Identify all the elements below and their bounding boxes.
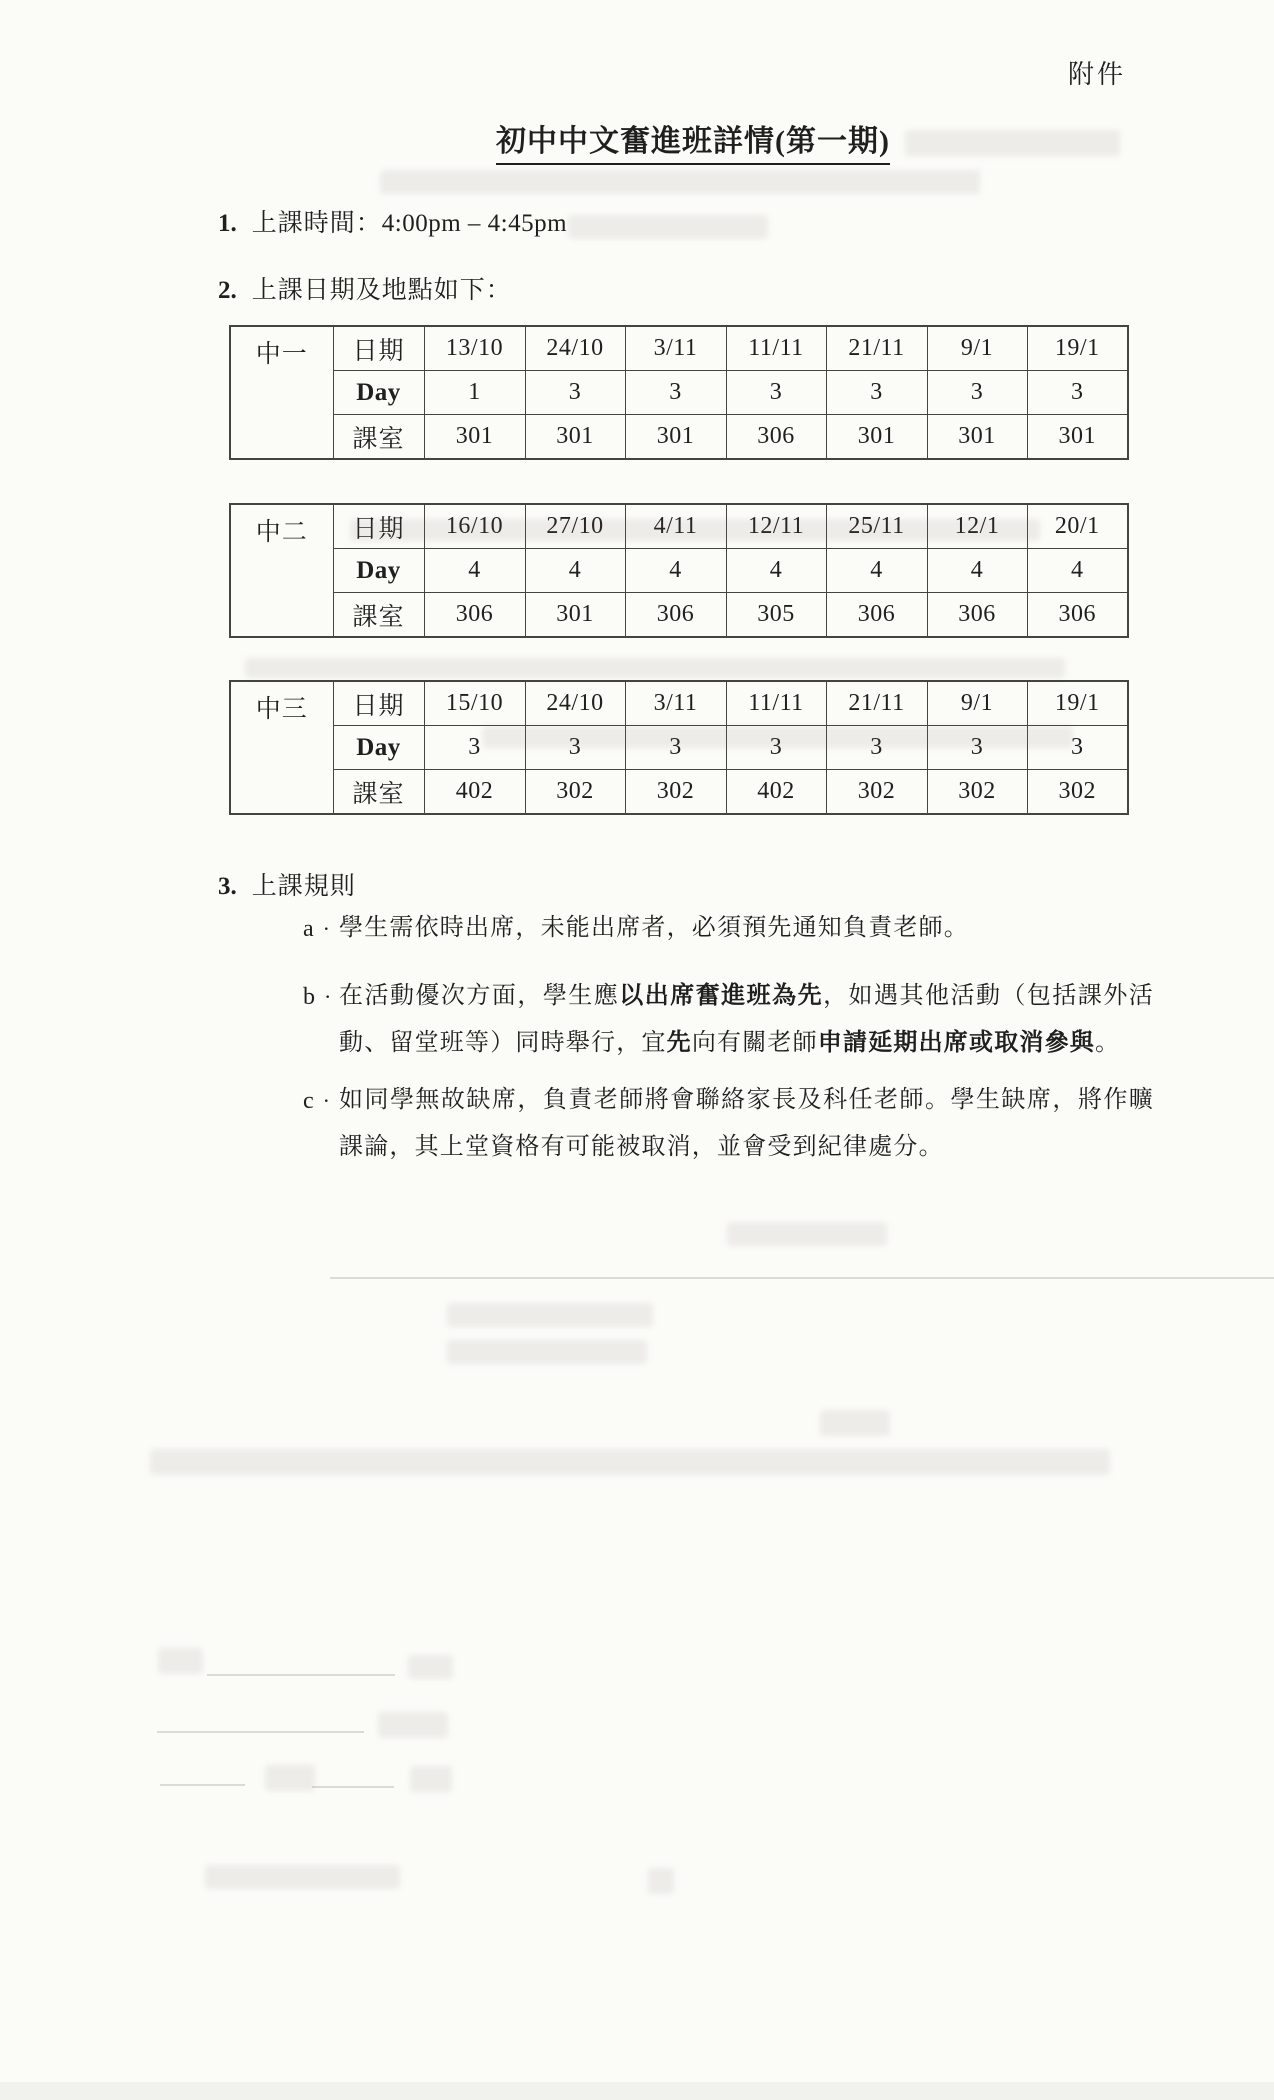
schedule-cell: 305 [726,593,826,638]
bleed-through-mark [158,1648,203,1674]
grade-label: 中二 [230,504,333,637]
schedule-cell: 302 [525,770,625,815]
schedule-cell: 402 [424,770,525,815]
bleed-through-mark [245,658,1065,678]
schedule-cell: 12/11 [726,504,826,549]
bleed-through-mark [905,130,1120,156]
schedule-cell: 3 [1027,371,1128,415]
schedule-cell: 13/10 [424,326,525,371]
bleed-through-mark [410,1766,452,1792]
bleed-through-mark [150,1449,1110,1475]
schedule-cell: 4 [826,549,927,593]
rule-item-a [303,905,1154,952]
bleed-through-mark [378,1712,448,1738]
schedule-cell: 3/11 [625,681,726,726]
row-header: 日期 [333,681,424,726]
bleed-through-line [207,1674,395,1676]
section-class-time [218,203,567,239]
row-header: 課室 [333,415,424,460]
bleed-through-mark [820,1410,890,1436]
schedule-cell: 4 [525,549,625,593]
schedule-cell: 15/10 [424,681,525,726]
rule-item-c [303,1077,1154,1171]
rule-item-b [303,973,1154,1067]
section-number: 1. [218,210,237,237]
schedule-cell: 301 [525,593,625,638]
schedule-cell: 301 [625,415,726,460]
schedule-cell: 301 [525,415,625,460]
schedule-cell: 4/11 [625,504,726,549]
rule-text: 如同學無故缺席，負責老師將會聯絡家長及科任老師。學生缺席，將作曠課論，其上堂資格有可能被取消，並會受到紀律處分。 [339,1087,1154,1160]
schedule-cell: 24/10 [525,326,625,371]
schedule-cell: 3 [525,371,625,415]
schedule-cell: 4 [1027,549,1128,593]
schedule-cell: 19/1 [1027,681,1128,726]
row-header: 課室 [333,770,424,815]
schedule-cell: 306 [726,415,826,460]
page-title: 初中中文奮進班詳情(第一期) [496,116,890,165]
bleed-through-mark [568,215,768,239]
schedule-cell: 4 [625,549,726,593]
bleed-through-line [160,1784,245,1786]
row-header: Day [333,371,424,415]
schedule-cell: 27/10 [525,504,625,549]
bleed-through-mark [265,1765,315,1791]
bleed-through-mark [727,1222,887,1246]
rule-text: 學生需依時出席，未能出席者，必須預先通知負責老師。 [339,915,969,941]
bleed-through-mark [447,1303,653,1327]
table-row [230,681,1128,726]
schedule-cell: 20/1 [1027,504,1128,549]
schedule-cell: 3 [826,726,927,770]
schedule-cell: 306 [625,593,726,638]
row-header: Day [333,726,424,770]
bleed-through-mark [447,1340,647,1364]
schedule-cell: 21/11 [826,681,927,726]
schedule-cell: 9/1 [927,681,1027,726]
schedule-cell: 3 [625,726,726,770]
schedule-cell: 306 [1027,593,1128,638]
rule-letter: a · [303,916,330,942]
schedule-cell: 11/11 [726,326,826,371]
rule-letter: b · [303,984,332,1010]
section-number: 3. [218,873,237,900]
schedule-cell: 301 [1027,415,1128,460]
bleed-through-mark [380,170,980,194]
schedule-cell: 3 [826,371,927,415]
section-class-rules [218,866,356,902]
section-label: 上課規則 [251,873,356,900]
schedule-cell: 301 [927,415,1027,460]
schedule-cell: 306 [424,593,525,638]
schedule-cell: 3 [1027,726,1128,770]
schedule-cell: 25/11 [826,504,927,549]
bleed-through-line [330,1277,1274,1279]
schedule-cell: 19/1 [1027,326,1128,371]
section-label: 上課時間： [251,210,382,237]
schedule-cell: 4 [927,549,1027,593]
table-row [230,770,1128,815]
scan-edge-shadow [0,2082,1274,2100]
schedule-cell: 302 [826,770,927,815]
schedule-cell: 3 [424,726,525,770]
schedule-cell: 1 [424,371,525,415]
grade-label: 中一 [230,326,333,459]
schedule-cell: 11/11 [726,681,826,726]
schedule-cell: 3 [726,371,826,415]
row-header: Day [333,549,424,593]
row-header: 課室 [333,593,424,638]
table-row [230,326,1128,371]
schedule-cell: 4 [424,549,525,593]
schedule-cell: 306 [826,593,927,638]
rule-separator-dot: · [322,1088,330,1113]
table-row [230,593,1128,638]
schedule-cell: 3 [927,726,1027,770]
schedule-cell: 16/10 [424,504,525,549]
bleed-through-line [157,1731,364,1733]
schedule-cell: 301 [424,415,525,460]
bleed-through-mark [205,1865,400,1889]
table-row [230,549,1128,593]
section-label: 上課日期及地點如下： [251,277,512,304]
bleed-through-mark [483,726,1073,748]
bleed-through-line [312,1786,394,1788]
schedule-cell: 301 [826,415,927,460]
table-row [230,371,1128,415]
schedule-cell: 302 [625,770,726,815]
schedule-cell: 3 [625,371,726,415]
schedule-cell: 9/1 [927,326,1027,371]
schedule-cell: 12/1 [927,504,1027,549]
schedule-cell: 4 [726,549,826,593]
schedule-cell: 3/11 [625,326,726,371]
class-time-value: 4:00pm – 4:45pm [381,210,568,237]
section-dates-venues [218,270,512,306]
attachment-label: 附件 [1068,60,1127,89]
schedule-cell: 21/11 [826,326,927,371]
schedule-cell: 24/10 [525,681,625,726]
schedule-cell: 302 [1027,770,1128,815]
rule-separator-dot: · [322,916,330,941]
schedule-cell: 302 [927,770,1027,815]
schedule-cell: 306 [927,593,1027,638]
schedule-cell: 402 [726,770,826,815]
bleed-through-mark [648,1868,674,1894]
schedule-cell: 3 [927,371,1027,415]
rule-letter: c · [303,1088,330,1114]
bleed-through-mark [350,519,1040,541]
row-header: 日期 [333,504,424,549]
row-header: 日期 [333,326,424,371]
bleed-through-mark [408,1655,453,1679]
rule-separator-dot: · [324,984,332,1009]
grade-label: 中三 [230,681,333,814]
schedule-cell: 3 [726,726,826,770]
schedule-cell: 3 [525,726,625,770]
rule-text: 在活動優次方面，學生應以出席奮進班為先，如遇其他活動（包括課外活動、留堂班等）同時舉行，宜先向有關老師申請延期出席或取消參與。 [339,983,1154,1056]
schedule-table-中一 [229,325,1129,460]
section-number: 2. [218,277,237,304]
table-row [230,415,1128,460]
